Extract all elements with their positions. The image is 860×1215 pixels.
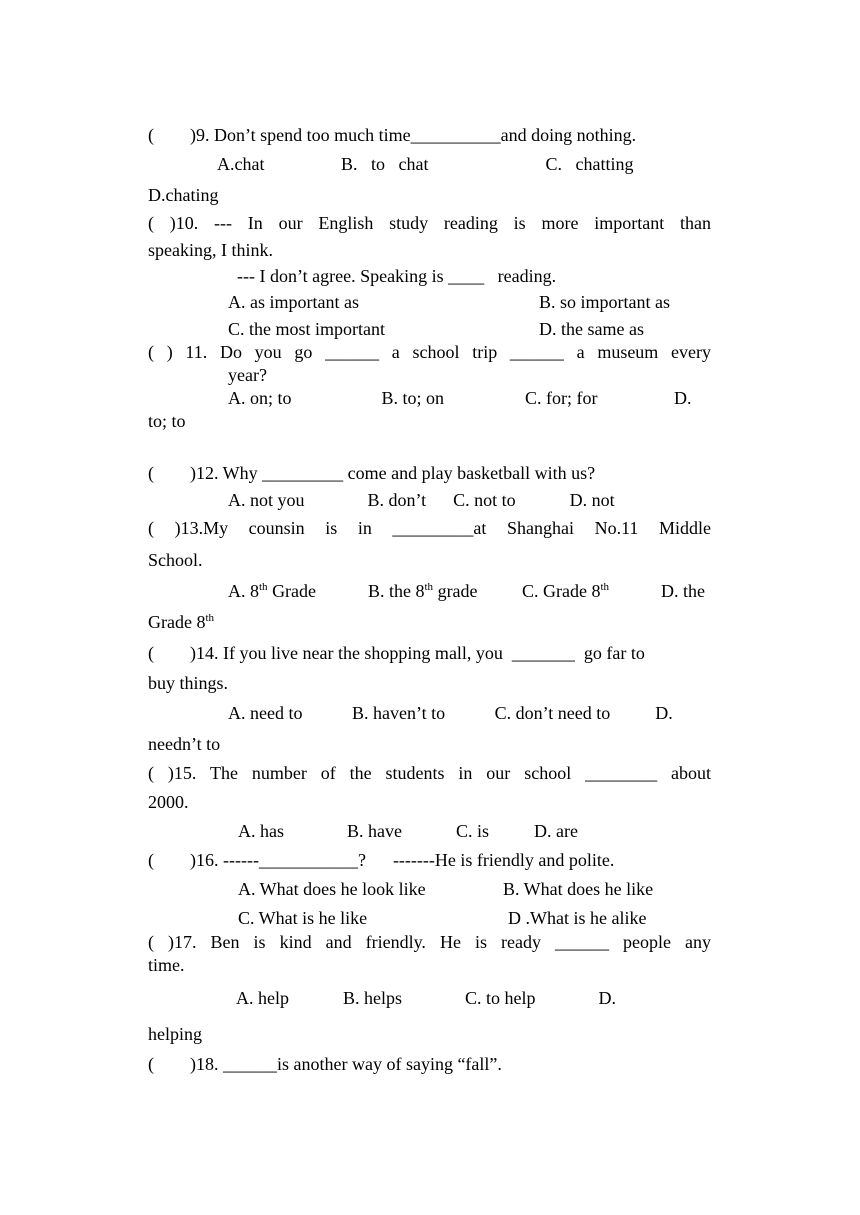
q16-option-b: B. What does he like (503, 879, 654, 899)
q14-options: A. need to B. haven’t to C. don’t need to D. (228, 703, 673, 723)
q13-option-d: D. the (661, 581, 705, 601)
q10-option-a: A. as important as (228, 292, 359, 312)
q10-option-c: C. the most important (228, 319, 385, 339)
q14-options-wrap: needn’t to (148, 734, 221, 754)
q16-option-a: A. What does he look like (238, 879, 426, 899)
q10-stem-line2: speaking, I think. (148, 240, 273, 260)
q10-option-d: D. the same as (539, 319, 644, 339)
q14-stem-line2: buy things. (148, 673, 229, 693)
q13-stem-line2: School. (148, 550, 203, 570)
q11-options: A. on; to B. to; on C. for; for D. (228, 388, 692, 408)
q15-stem-line1: ( )15. The number of the students in our school ________ about (148, 763, 711, 783)
q17-stem-line2: time. (148, 955, 185, 975)
q12-options: A. not you B. don’t C. not to D. not (228, 490, 615, 510)
q15-options: A. has B. have C. is D. are (238, 821, 578, 841)
q9-stem: ( )9. Don’t spend too much time__________and doing nothing. (148, 125, 637, 145)
q16-stem: ( )16. ------___________? -------He is friendly and polite. (148, 850, 615, 870)
q13-stem-line1: ( )13.My counsin is in _________at Shanghai No.11 Middle (148, 518, 711, 538)
q15-stem-line2: 2000. (148, 792, 189, 812)
q10-option-b: B. so important as (539, 292, 670, 312)
q17-options-wrap: helping (148, 1024, 202, 1044)
q16-option-d: D .What is he alike (508, 908, 647, 928)
q17-stem-line1: ( )17. Ben is kind and friendly. He is ready ______ people any (148, 932, 711, 952)
q11-stem-line1: ( ) 11. Do you go ______ a school trip ______ a museum every (148, 342, 711, 362)
q18-stem: ( )18. ______is another way of saying “fall”. (148, 1054, 502, 1074)
q12-stem: ( )12. Why _________ come and play basketball with us? (148, 463, 596, 483)
q9-options-wrap: D.chating (148, 185, 219, 205)
q14-stem-line1: ( )14. If you live near the shopping mall, you _______ go far to (148, 643, 645, 663)
q11-stem-line2: year? (228, 365, 267, 385)
q16-option-c: C. What is he like (238, 908, 368, 928)
q10-reply: --- I don’t agree. Speaking is ____ reading. (237, 266, 557, 286)
q13-option-c: C. Grade 8th (522, 581, 610, 601)
q13-option-a: A. 8th Grade (228, 581, 317, 601)
q13-options-wrap: Grade 8th (148, 612, 215, 632)
q10-stem-line1: ( )10. --- In our English study reading is more important than (148, 213, 711, 233)
q13-option-b: B. the 8th grade (368, 581, 478, 601)
q11-options-wrap: to; to (148, 411, 186, 431)
q9-options: A.chat B. to chat C. chatting (217, 154, 634, 174)
q17-options: A. help B. helps C. to help D. (236, 988, 616, 1008)
